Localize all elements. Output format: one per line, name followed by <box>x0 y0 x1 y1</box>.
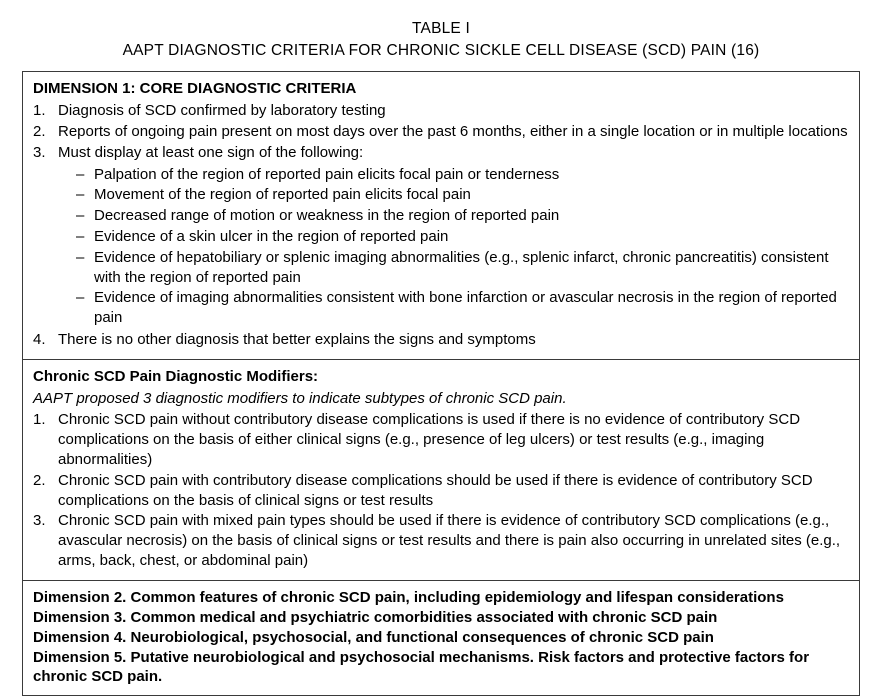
section-dimension-1-title: DIMENSION 1: CORE DIAGNOSTIC CRITERIA <box>33 80 357 97</box>
list-item-text: Chronic SCD pain with mixed pain types should be used if there is evidence of contributory SCD complications (e.g., avascular necrosis) on the basis of clinical signs or test results and there is pain also occurring in unrelated sites (e.g., arms, back, chest, or abdominal pain) <box>58 512 841 569</box>
sublist-item <box>76 288 849 328</box>
section-other-dimensions-list <box>33 588 849 688</box>
sublist-item <box>76 185 849 205</box>
sublist-item <box>76 248 849 288</box>
section-other-dimensions <box>23 580 859 696</box>
section-modifiers-list <box>33 410 849 570</box>
dash-marker: – <box>76 289 85 307</box>
list-marker: 2. <box>33 123 46 141</box>
list-marker: 3. <box>33 512 46 530</box>
dash-marker: – <box>76 207 85 225</box>
list-item <box>33 143 849 328</box>
dimension-line: Dimension 5. Putative neurobiological and psychosocial mechanisms. Risk factors and protective factors for chronic SCD pain. <box>33 648 810 686</box>
list-marker: 1. <box>33 411 46 429</box>
sublist-item-text: Decreased range of motion or weakness in the region of reported pain <box>94 207 560 225</box>
dash-marker: – <box>76 165 85 183</box>
list-item-text: Diagnosis of SCD confirmed by laboratory testing <box>58 102 386 120</box>
sublist-item <box>76 227 849 247</box>
dimension-line: Dimension 4. Neurobiological, psychosocial, and functional consequences of chronic SCD pain <box>33 628 714 646</box>
list-item <box>33 122 849 142</box>
table-caption <box>22 18 860 62</box>
sublist-item-text: Evidence of hepatobiliary or splenic imaging abnormalities (e.g., splenic infarct, chronic pancreatitis) consistent with the region of reported pain <box>94 248 829 286</box>
list-item-text: Reports of ongoing pain present on most days over the past 6 months, either in a single location or in multiple locations <box>58 123 848 141</box>
list-item-text: Chronic SCD pain without contributory disease complications is used if there is no evidence of contributory SCD complications on the basis of either clinical signs (e.g., presence of leg ulcers) or test results (e.g., imaging abnormalities) <box>58 411 801 468</box>
sublist-item <box>76 206 849 226</box>
dash-marker: – <box>76 248 85 266</box>
list-item-text: Chronic SCD pain with contributory disease complications should be used if there is evidence of contributory SCD complications on the basis of clinical signs or test results <box>58 471 813 509</box>
list-item-text: Must display at least one sign of the following: <box>58 143 364 161</box>
list-item <box>33 471 849 511</box>
dash-marker: – <box>76 228 85 246</box>
section-dimension-1 <box>23 72 859 359</box>
list-marker: 3. <box>33 143 46 161</box>
list-marker: 4. <box>33 331 46 349</box>
sublist-item-text: Evidence of a skin ulcer in the region of reported pain <box>94 228 449 246</box>
sublist-item-text: Palpation of the region of reported pain elicits focal pain or tenderness <box>94 165 560 183</box>
table-caption-number: TABLE I <box>412 20 470 37</box>
list-item-text: There is no other diagnosis that better explains the signs and symptoms <box>58 331 536 349</box>
table-caption-title: AAPT DIAGNOSTIC CRITERIA FOR CHRONIC SICKLE CELL DISEASE (SCD) PAIN (16) <box>122 42 760 59</box>
sublist-item-text: Movement of the region of reported pain elicits focal pain <box>94 186 471 204</box>
sublist-item-text: Evidence of imaging abnormalities consistent with bone infarction or avascular necrosis in the region of reported pain <box>94 289 837 327</box>
list-item <box>33 330 849 350</box>
list-item <box>33 511 849 570</box>
section-modifiers <box>23 359 859 580</box>
list-item <box>33 410 849 469</box>
sublist-item <box>76 165 849 185</box>
sublist-signs <box>58 165 849 328</box>
dash-marker: – <box>76 186 85 204</box>
table-body <box>22 71 860 696</box>
dimension-line: Dimension 2. Common features of chronic SCD pain, including epidemiology and lifespan considerations <box>33 588 784 606</box>
section-modifiers-title: Chronic SCD Pain Diagnostic Modifiers: <box>33 367 319 385</box>
section-modifiers-subtitle: AAPT proposed 3 diagnostic modifiers to indicate subtypes of chronic SCD pain. <box>33 390 567 408</box>
list-marker: 1. <box>33 102 46 120</box>
list-marker: 2. <box>33 471 46 489</box>
dimension-line: Dimension 3. Common medical and psychiatric comorbidities associated with chronic SCD pain <box>33 608 718 626</box>
list-item <box>33 101 849 121</box>
section-dimension-1-list <box>33 101 849 350</box>
